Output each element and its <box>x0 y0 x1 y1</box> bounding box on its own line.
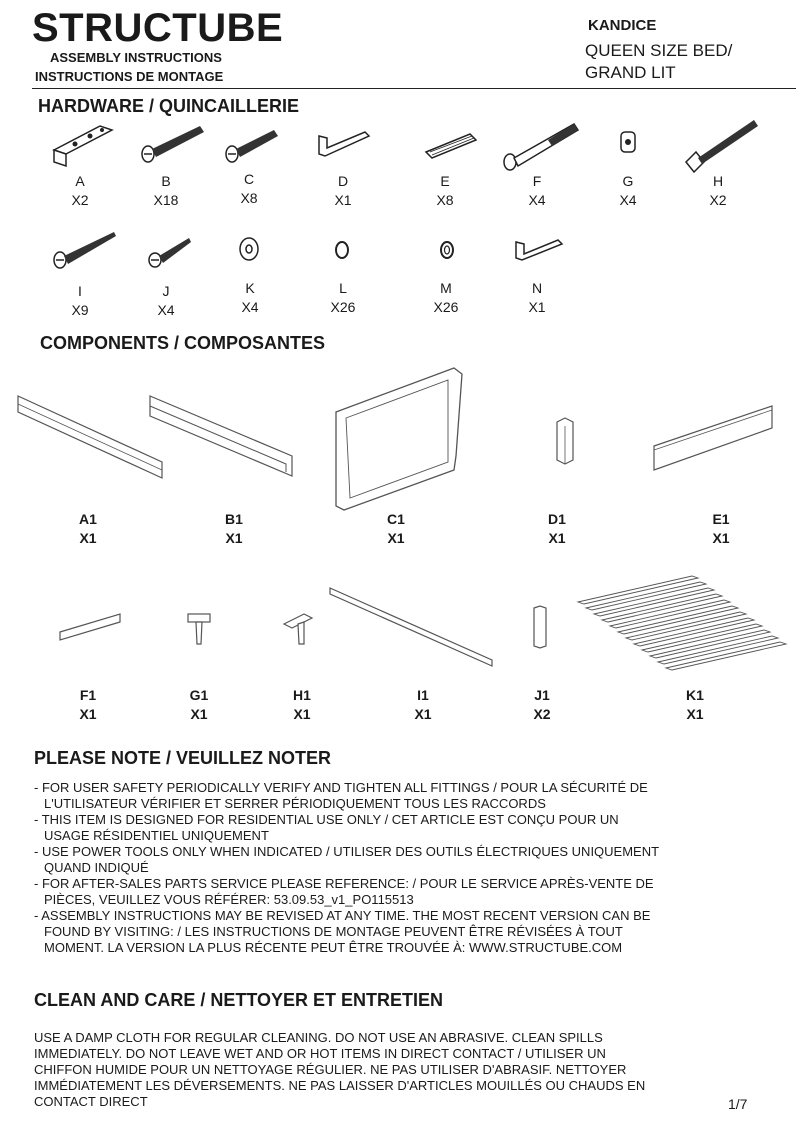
bracket-leg-icon <box>282 610 316 650</box>
product-type <box>585 40 785 84</box>
notes-title: PLEASE NOTE / VEUILLEZ NOTER <box>34 748 332 768</box>
side-rail-with-ledge-icon <box>146 392 296 492</box>
bolt-icon <box>138 120 208 165</box>
note-item: - THIS ITEM IS DESIGNED FOR RESIDENTIAL USE ONLY / CET ARTICLE EST CONÇU POUR UN USAGE RÉSIDENTIEL UNIQUEMENT <box>34 812 619 843</box>
note-item: - USE POWER TOOLS ONLY WHEN INDICATED / UTILISER DES OUTILS ÉLECTRIQUES UNIQUEMENT QUAND INDIQUÉ <box>34 844 660 875</box>
bracket-leg-icon <box>184 610 216 650</box>
hardware-b: B X18 <box>153 173 179 208</box>
component-j1: J1 X2 <box>533 687 551 722</box>
side-rail-icon <box>14 392 164 492</box>
hardware-h: H X2 <box>709 173 727 208</box>
subtitle-en: ASSEMBLY INSTRUCTIONS <box>50 50 222 65</box>
hardware-a: A X2 <box>71 173 89 208</box>
allen-key-icon <box>315 128 375 163</box>
hardware-m: M X26 <box>433 280 459 315</box>
hardware-i: I X9 <box>71 283 89 318</box>
care-text: USE A DAMP CLOTH FOR REGULAR CLEANING. DO NOT USE AN ABRASIVE. CLEAN SPILLS IMMEDIATELY. DO NOT LEAVE WET AND OR HOT ITEMS IN DIRECT CONTACT / UTILISER UN CHIFFON HUMIDE POUR UN NETTOYAGE RÉGULIER. NE PAS UTILISER D'ABRASIF. NETTOYER IMMÉDIATEMENT LES DÉVERSEMENTS. NE PAS LAISSER D'ARTICLES MOUILLÉS OU CHAUDS EN CONTACT DIRECT <box>34 1030 646 1109</box>
hardware-n: N X1 <box>528 280 546 315</box>
product-type-line2: GRAND LIT <box>585 63 676 82</box>
component-i1: I1 X1 <box>414 687 432 722</box>
hardware-e: E X8 <box>436 173 454 208</box>
hardware-k: K X4 <box>241 280 259 315</box>
component-b1: B1 X1 <box>225 511 243 546</box>
note-item: - FOR USER SAFETY PERIODICALLY VERIFY AND TIGHTEN ALL FITTINGS / POUR LA SÉCURITÉ DE L'UTILISATEUR VÉRIFIER ET SERRER PÉRIODIQUEMENT TOUS LES RACCORDS <box>34 780 648 811</box>
hardware-title: HARDWARE / QUINCAILLERIE <box>38 96 299 116</box>
note-item: - FOR AFTER-SALES PARTS SERVICE PLEASE REFERENCE: / POUR LE SERVICE APRÈS-VENTE DE PIÈCES, VEUILLEZ VOUS RÉFÉRER: 53.09.53_v1_PO115513 <box>34 876 654 907</box>
footboard-panel-icon <box>650 402 780 482</box>
support-post-icon <box>530 604 554 652</box>
screw-icon <box>145 232 195 272</box>
allen-key-icon <box>512 236 567 268</box>
header-divider <box>32 88 796 89</box>
center-beam-icon <box>326 584 496 674</box>
headboard-icon <box>330 366 470 516</box>
component-d1: D1 X1 <box>548 511 566 546</box>
hardware-c: C X8 <box>240 171 258 206</box>
washer-icon <box>235 235 263 263</box>
dowel-icon <box>420 128 480 163</box>
page-number: 1/7 <box>728 1096 748 1112</box>
brand-logo: STRUCTUBE <box>32 6 284 50</box>
lag-screw-icon <box>680 112 765 177</box>
barrel-nut-icon <box>617 128 641 158</box>
hardware-f: F X4 <box>528 173 546 208</box>
component-e1: E1 X1 <box>712 511 730 546</box>
hardware-d: D X1 <box>334 173 352 208</box>
long-bolt-icon <box>500 118 585 173</box>
bolt-icon <box>222 120 292 165</box>
component-c1: C1 X1 <box>387 511 405 546</box>
subtitle-fr: INSTRUCTIONS DE MONTAGE <box>35 69 224 84</box>
product-name: KANDICE <box>588 17 657 34</box>
flat-washer-icon <box>435 238 459 262</box>
center-leg-icon <box>553 416 583 466</box>
components-title: COMPONENTS / COMPOSANTES <box>40 333 326 353</box>
hardware-g: G X4 <box>619 173 637 208</box>
component-a1: A1 X1 <box>79 511 97 546</box>
care-title: CLEAN AND CARE / NETTOYER ET ENTRETIEN <box>34 990 444 1010</box>
screw-icon <box>50 228 120 273</box>
note-item: - ASSEMBLY INSTRUCTIONS MAY BE REVISED AT ANY TIME. THE MOST RECENT VERSION CAN BE FOUND BY VISITING: / LES INSTRUCTIONS DE MONTAGE PEUVENT ÊTRE RÉVISÉES À TOUT MOMENT. LA VERSION LA PLUS RÉCENTE PEUT ÊTRE TROUVÉE À: WWW.STRUCTUBE.COM <box>34 908 651 955</box>
short-slat-icon <box>56 608 126 644</box>
hardware-l: L X26 <box>330 280 356 315</box>
component-f1: F1 X1 <box>79 687 97 722</box>
lock-washer-icon <box>330 238 354 262</box>
component-h1: H1 X1 <box>293 687 311 722</box>
bracket-icon <box>50 120 120 170</box>
component-k1: K1 X1 <box>686 687 704 722</box>
notes-list <box>34 780 754 956</box>
product-type-line1: QUEEN SIZE BED/ <box>585 41 733 60</box>
component-g1: G1 X1 <box>189 687 209 722</box>
slat-roll-icon <box>574 574 796 684</box>
hardware-j: J X4 <box>157 283 175 318</box>
